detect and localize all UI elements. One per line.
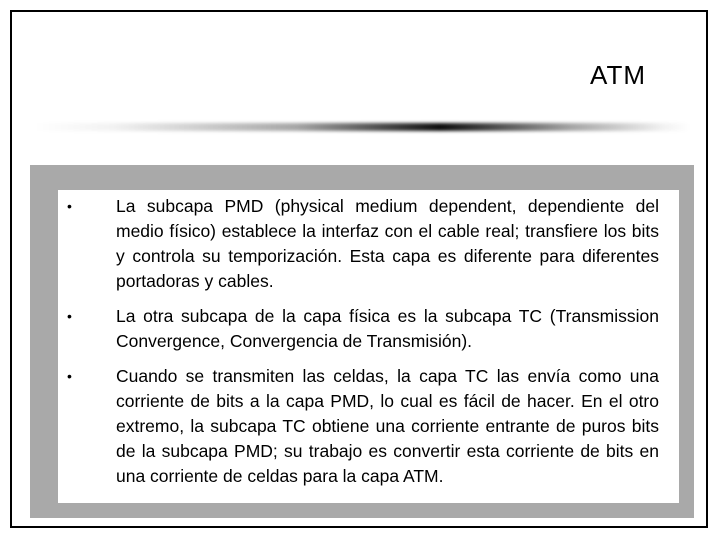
bullet-icon: • — [67, 368, 72, 384]
bullet-icon: • — [67, 198, 72, 214]
bullet-text: La otra subcapa de la capa física es la subcapa TC (Transmission Convergence, Convergencia de Transmisión). — [116, 306, 659, 351]
content-box — [30, 165, 694, 518]
bullet-text: La subcapa PMD (physical medium dependent, dependiente del medio físico) establece la interfaz con el cable real; transfiere los bits y controla su temporización. Esta capa es diferente para diferentes portadoras y cables. — [116, 196, 659, 291]
bullet-item-2 — [67, 304, 659, 354]
bullet-item-1 — [67, 194, 659, 294]
slide-title: ATM — [590, 60, 646, 90]
bullet-text: Cuando se transmiten las celdas, la capa TC las envía como una corriente de bits a la capa PMD, lo cual es fácil de hacer. En el otro extremo, la subcapa TC obtiene una corriente entrante de puros bits de la subcapa PMD; su trabajo es convertir esta corriente de bits en una corriente de celdas para la capa ATM. — [116, 366, 659, 486]
content-panel — [58, 190, 679, 503]
bullet-icon: • — [67, 308, 72, 324]
bullet-list — [67, 194, 659, 489]
slide-frame — [10, 10, 708, 528]
bullet-item-3 — [67, 364, 659, 489]
title-divider — [34, 123, 690, 131]
